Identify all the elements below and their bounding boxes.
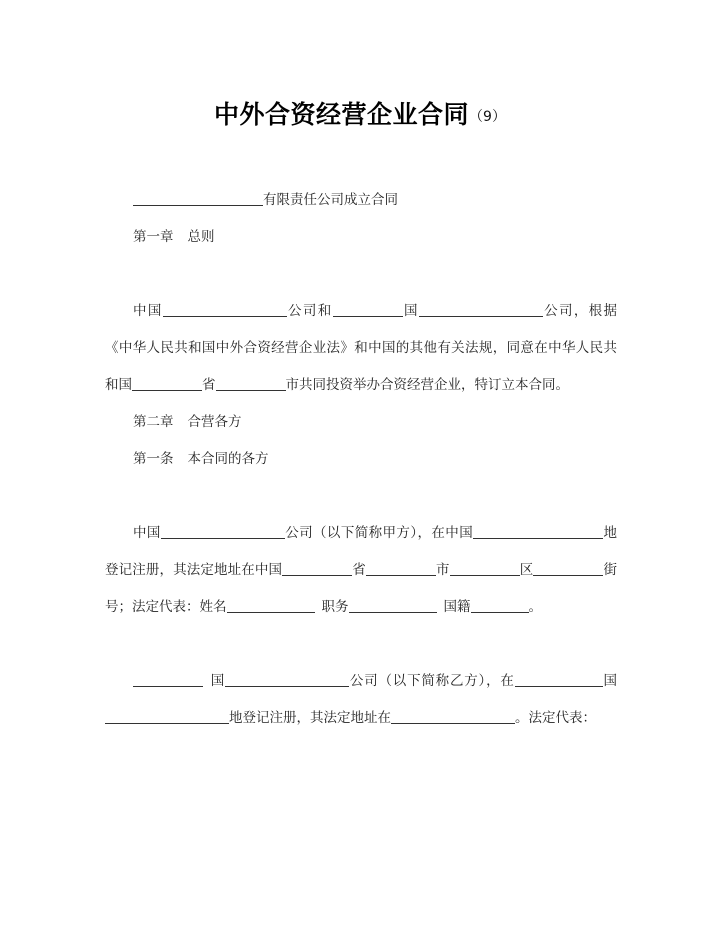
party-b-seg1: 国 — [210, 673, 226, 689]
party-a-seg2: 公司（以下简称甲方），在中国 — [284, 525, 474, 541]
chapter-two-label: 第二章 — [133, 414, 174, 430]
blank-party-b-registration-place[interactable] — [105, 710, 229, 724]
document-body — [105, 182, 617, 737]
party-a-seg4: 省 — [352, 562, 366, 578]
preamble-seg5: 省 — [202, 377, 216, 393]
blank-company-name[interactable] — [133, 192, 263, 206]
preamble-seg3: 国 — [402, 303, 419, 319]
blank-party-b-company[interactable] — [225, 673, 349, 687]
article-one-name: 本合同的各方 — [187, 451, 269, 467]
chapter-two-heading — [105, 404, 617, 441]
blank-chinese-company[interactable] — [163, 303, 287, 317]
blank-party-b-legal-address[interactable] — [391, 710, 515, 724]
preamble-seg4: 公司，根据《中华人民共和国中外合资经营企业法》和中国的其他有关法规，同意在中华人民共和国 — [105, 303, 618, 393]
chapter-two-name: 合营各方 — [187, 414, 242, 430]
blank-province[interactable] — [132, 377, 202, 391]
article-one-label: 第一条 — [133, 451, 174, 467]
party-b-seg5: 。法定代表： — [515, 710, 596, 726]
blank-party-a-rep-nationality[interactable] — [471, 599, 529, 613]
subtitle-tail: 有限责任公司成立合同 — [263, 192, 398, 208]
party-a-seg3: 地登记注册，其法定地址在中国 — [105, 525, 618, 578]
subtitle-line — [105, 182, 617, 219]
preamble-seg1: 中国 — [133, 303, 163, 319]
blank-city[interactable] — [216, 377, 286, 391]
party-a-seg8: 号；法定代表：姓名 — [105, 599, 227, 615]
blank-party-b-registration-country[interactable] — [515, 673, 603, 687]
party-a-seg6: 区 — [519, 562, 534, 578]
chapter-one-label: 第一章 — [133, 229, 174, 245]
party-a-seg9: 职务 — [321, 599, 349, 615]
preamble-paragraph — [105, 293, 617, 404]
blank-foreign-country[interactable] — [333, 303, 403, 317]
party-a-seg10: 国籍 — [443, 599, 471, 615]
page-title — [0, 93, 720, 131]
party-b-paragraph — [105, 663, 617, 737]
party-a-seg11: 。 — [528, 599, 542, 615]
blank-party-a-rep-name[interactable] — [227, 599, 315, 613]
party-b-seg4: 地登记注册，其法定地址在 — [229, 710, 391, 726]
preamble-seg6: 市共同投资举办合资经营企业，特订立本合同。 — [285, 377, 569, 393]
blank-party-a-city[interactable] — [366, 562, 436, 576]
party-a-paragraph — [105, 515, 617, 626]
party-b-seg3: 国 — [602, 673, 617, 689]
preamble-seg2: 公司和 — [286, 303, 333, 319]
chapter-one-heading — [105, 219, 617, 256]
blank-party-b-country[interactable] — [133, 673, 203, 687]
blank-party-a-province[interactable] — [282, 562, 352, 576]
party-a-seg7: 街 — [603, 562, 617, 578]
article-one-heading — [105, 441, 617, 478]
blank-party-a-rep-title[interactable] — [349, 599, 437, 613]
page-title-suffix: （9） — [469, 109, 506, 126]
blank-foreign-company[interactable] — [419, 303, 543, 317]
party-a-seg1: 中国 — [133, 525, 161, 541]
blank-party-a-registration-place[interactable] — [473, 525, 603, 539]
party-b-seg2: 公司（以下简称乙方），在 — [349, 673, 515, 689]
party-a-seg5: 市 — [435, 562, 450, 578]
chapter-one-name: 总则 — [187, 229, 215, 245]
page-title-main: 中外合资经营企业合同 — [214, 100, 470, 130]
blank-party-a-district[interactable] — [450, 562, 520, 576]
blank-party-a-company[interactable] — [161, 525, 285, 539]
blank-party-a-street[interactable] — [533, 562, 603, 576]
